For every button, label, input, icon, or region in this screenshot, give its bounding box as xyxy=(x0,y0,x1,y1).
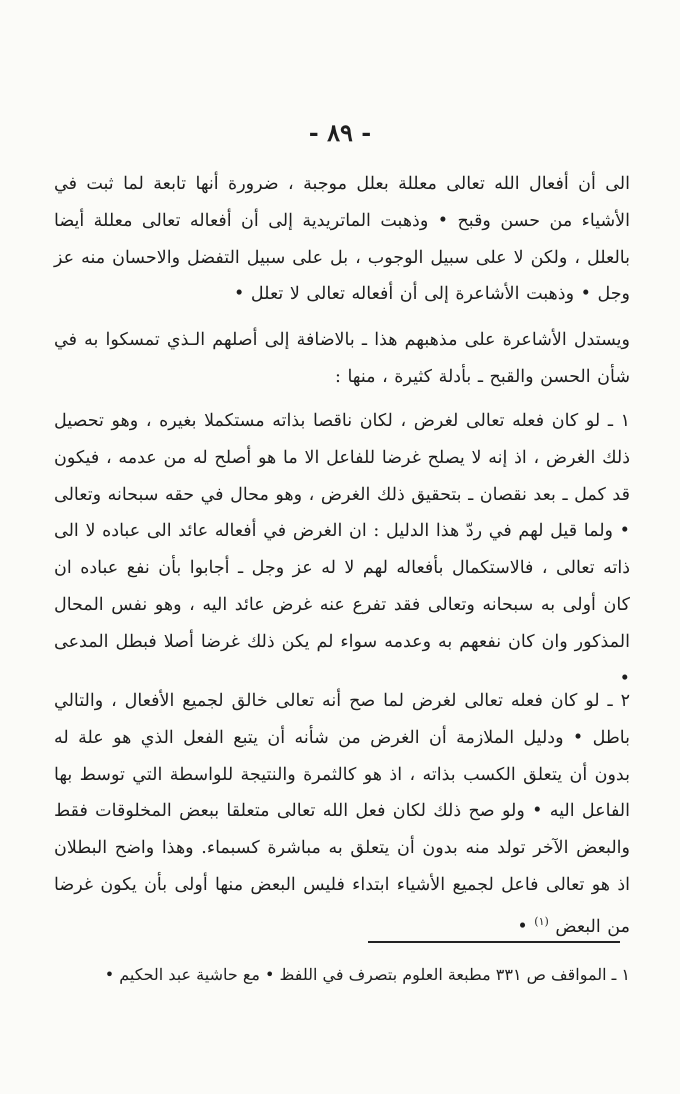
footnote-divider xyxy=(368,941,620,943)
paragraph-4 xyxy=(54,683,630,945)
page-number: - ٨٩ - xyxy=(308,118,372,147)
paragraph-2: ويستدل الأشاعرة على مذهبهم هذا ـ بالاضافة إلى أصلهم الـذي تمسكوا به في شأن الحسن والقبح ـ بأدلة كثيرة ، منها : xyxy=(54,330,630,387)
paragraph-4-text: ٢ ـ لو كان فعله تعالى لغرض لما صح أنه تعالى خالق لجميع الأفعال ، والتالي باطل • ودليل الملازمة أن الغرض من شأنه أن يتبع الفعل الذي هو علة له بدون أن يتعلق الكسب بذاته ، اذ هو كالثمرة والنتيجة للواسطة التي توسط بها الفاعل اليه • ولو صح ذلك لكان فعل الله تعالى متعلقا ببعض المخلوقات فقط والبعض الآخر تولد منه بدون أن يتعلق به مباشرة كسبماء. وهذا واضح البطلان اذ هو تعالى فاعل لجميع الأشياء ابتداء فليس البعض منها أولى بأن يكون غرضا من البعض xyxy=(54,691,630,937)
paragraph-1: الى أن أفعال الله تعالى معللة بعلل موجبة ، ضرورة أنها تابعة لما ثبت في الأشياء من حسن وقبح • وذهبت الماتريدية إلى أن أفعاله تعالى معللة أيضا بالعلل ، ولكن لا على سبيل الوجوب ، بل على سبيل التفضل والاحسان منه عز وجل • وذهبت الأشاعرة إلى أن أفعاله تعالى لا تعلل • xyxy=(54,174,630,305)
paragraph-3: ١ ـ لو كان فعله تعالى لغرض ، لكان ناقصا بذاته مستكملا بغيره ، وهو تحصيل ذلك الغرض ، اذ إنه لا يصلح غرضا للفاعل الا ما هو أصلح له من عدمه ، فيكون قد كمل ـ بعد نقصان ـ بتحقيق ذلك الغرض ، وهو محال في حقه سبحانه وتعالى • ولما قيل لهم في ردّ هذا الدليل : ان الغرض في أفعاله عائد الى عباده لا الى ذاته تعالى ، فالاستكمال بأفعاله لهم لا له عز وجل ـ أجابوا بأن نفع عباده ان كان أولى به سبحانه وتعالى فقد تفرع عنه غرض عائد اليه ، وهو نفس المحال المذكور وان كان نفعهم به وعدمه سواء لم يكن ذلك غرضا أصلا فبطل المدعى • xyxy=(54,411,630,689)
footnote-reference: (١) xyxy=(534,914,549,928)
footnote: ١ ـ المواقف ص ٣٣١ مطبعة العلوم بتصرف في اللفظ • مع حاشية عبد الحكيم • xyxy=(104,965,630,984)
paragraph-4-closing: • xyxy=(517,916,535,937)
